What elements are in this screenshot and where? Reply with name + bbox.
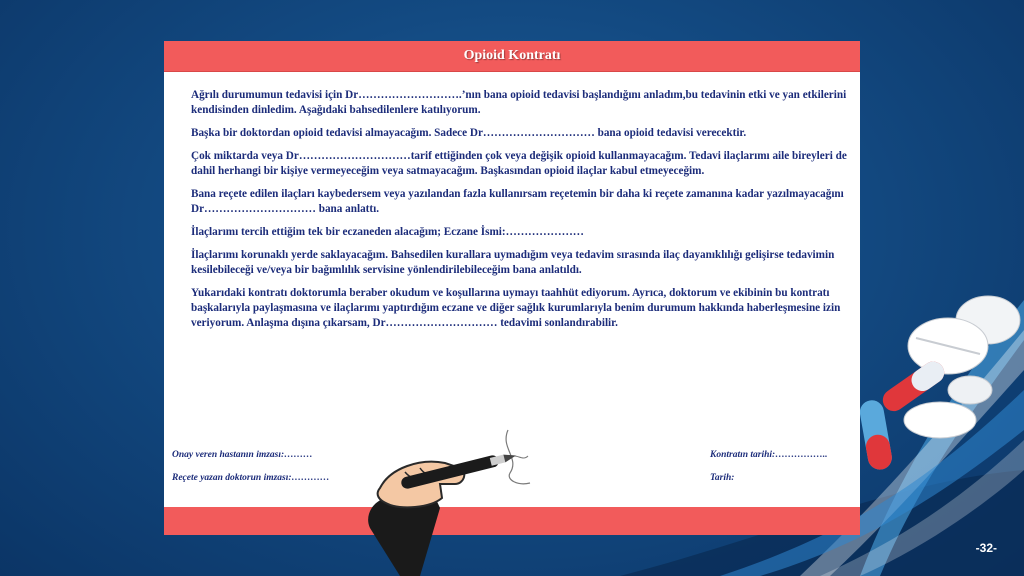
doctor-signature-label: Reçete yazan doktorun imzası:………… — [172, 473, 330, 483]
page-number: -32- — [975, 541, 997, 555]
paragraph-1: Ağrılı durumumun tedavisi için Dr……………………….’nın bana opioid tedavisi başlandığını anladım,bu tedavinin etki ve yan etkilerini kendisinden dinledim. Aşağıdaki bahsedilenlere katılıyorum. — [191, 89, 847, 116]
paragraph-6: İlaçlarımı korunaklı yerde saklayacağım. Bahsedilen kurallara uymadığım veya tedavim sırasında ilaç dayanıklılığı gelişirse tedavimin kesilebileceği ve/veya bir bağımlılık servisine yönlendirilebileceğim bana anlatıldı. — [191, 249, 835, 276]
patient-signature-label: Onay veren hastanın imzası:……… — [172, 450, 313, 460]
paragraph-5: İlaçlarımı tercih ettiğim tek bir eczaneden alacağım; Eczane İsmi:………………… — [191, 226, 584, 238]
paragraph-4: Bana reçete edilen ilaçları kaybedersem veya yazılandan fazla kullanırsam reçetemin bir daha ki reçete zamanına kadar yazılmayacağını Dr………………………… bana anlattı. — [191, 188, 844, 215]
hand-signing-icon — [360, 428, 535, 576]
date-label: Tarih: — [710, 473, 735, 483]
title-band — [164, 41, 860, 72]
paragraph-2: Başka bir doktordan opioid tedavisi almayacağım. Sadece Dr………………………… bana opioid tedavisi verecektir. — [191, 127, 747, 139]
paragraph-3: Çok miktarda veya Dr…………………………tarif ettiğinden çok veya değişik opioid kullanmayacağım. Tedavi ilaçlarımı aile bireyleri de dahil herhangi bir kişiye vermeyeceğim veya satmayacağım. Başkasından opioid ilaçlar kabul etmeyeceğim. — [191, 150, 847, 177]
contract-date-label: Kontratın tarihi:…………….. — [710, 450, 828, 460]
document-title: Opioid Kontratı — [463, 48, 561, 63]
contract-body — [191, 88, 853, 339]
paragraph-7: Yukarıdaki kontratı doktorumla beraber okudum ve koşullarına uymayı taahhüt ediyorum. Ayrıca, doktorum ve ekibinin bu kontratı başkalarıyla paylaşmasına ve ilaçlarımı yaptırdığım eczane ve diğer sağlık kurumlarıyla benim durumum hakkında haberleşmesine izin veriyorum. Anlaşma dışına çıkarsam, Dr………………………… tedavimi sonlandırabilir. — [191, 287, 841, 329]
